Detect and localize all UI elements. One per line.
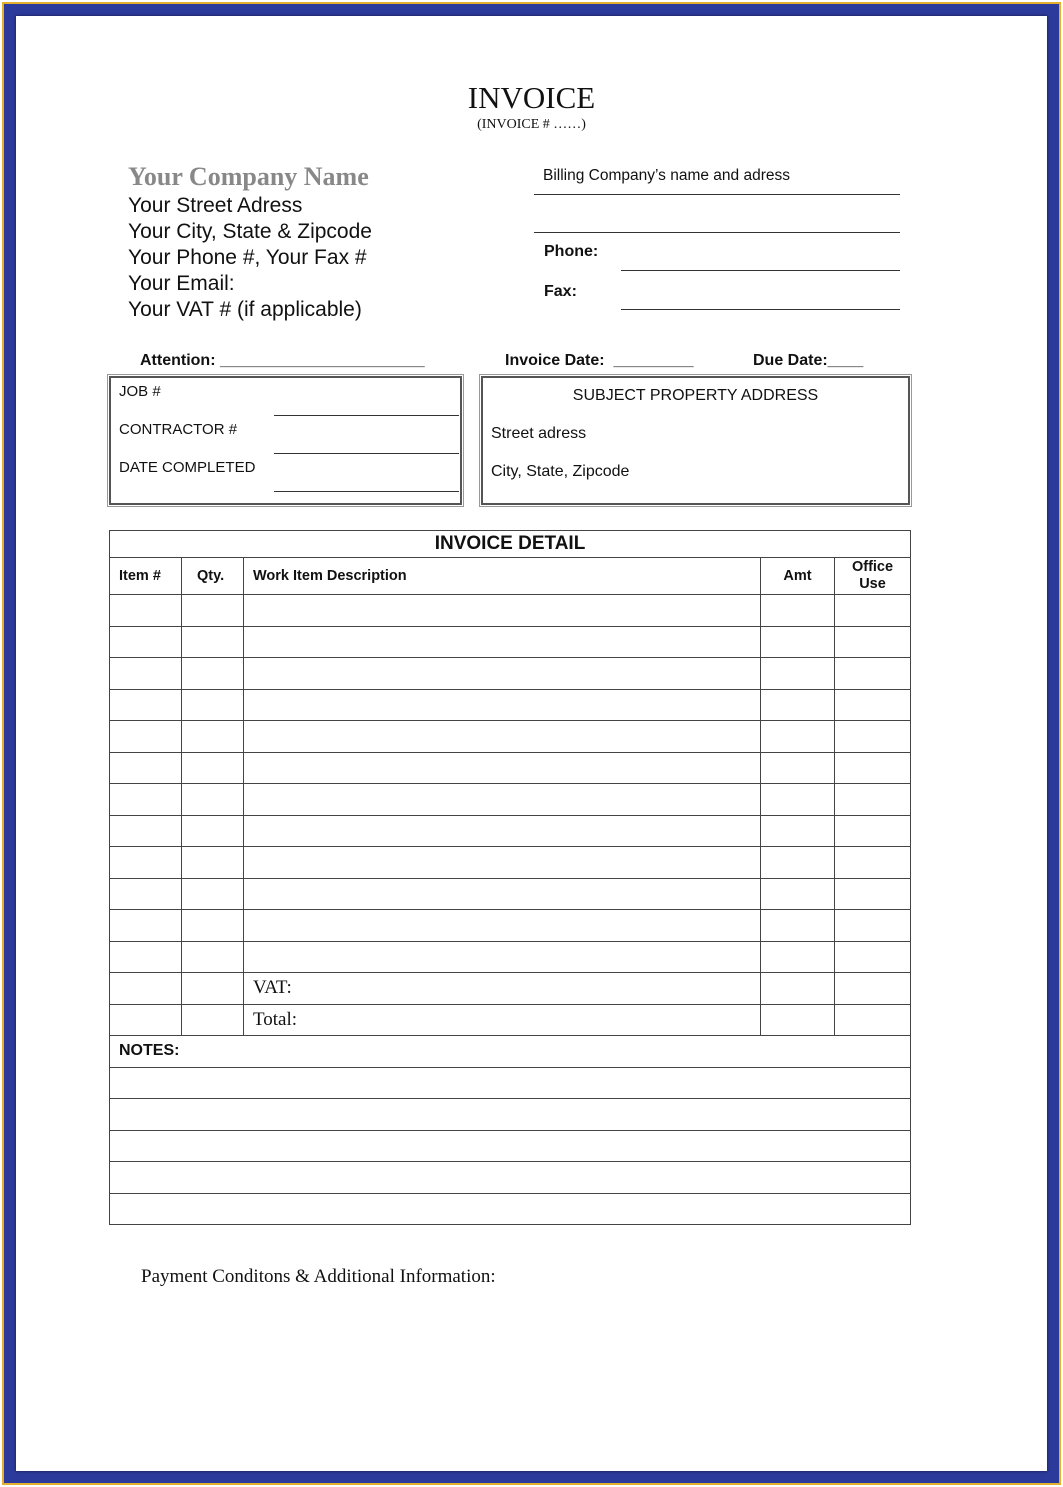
detail-header-row [110, 558, 911, 595]
invoice-date-field[interactable]: Invoice Date: _________ [505, 352, 694, 369]
notes-line[interactable] [110, 1130, 911, 1162]
company-city: Your City, State & Zipcode [128, 220, 372, 243]
job-label: JOB # [119, 383, 161, 400]
notes-header-row[interactable] [110, 1036, 911, 1068]
company-vat: Your VAT # (if applicable) [128, 298, 362, 321]
table-row[interactable] [110, 658, 911, 690]
phone-line[interactable] [621, 270, 900, 271]
total-row[interactable] [110, 1004, 911, 1036]
notes-line[interactable] [110, 1193, 911, 1225]
billing-company-label: Billing Company’s name and adress [543, 167, 790, 184]
attention-field[interactable]: Attention: _______________________ [140, 352, 425, 369]
total-label: Total: [244, 1004, 761, 1036]
contractor-line[interactable] [274, 453, 459, 454]
table-row[interactable] [110, 689, 911, 721]
invoice-detail-title: INVOICE DETAIL [110, 531, 911, 558]
company-email: Your Email: [128, 272, 235, 295]
col-item: Item # [110, 558, 182, 595]
company-name: Your Company Name [128, 162, 369, 191]
table-row[interactable] [110, 784, 911, 816]
table-row[interactable] [110, 815, 911, 847]
property-city[interactable]: City, State, Zipcode [491, 463, 630, 480]
property-box-title: SUBJECT PROPERTY ADDRESS [572, 387, 819, 404]
col-office-use [835, 558, 911, 595]
detail-title-row [110, 531, 911, 558]
fax-line[interactable] [621, 309, 900, 310]
notes-label: NOTES: [110, 1036, 911, 1068]
company-phone-fax: Your Phone #, Your Fax # [128, 246, 367, 269]
payment-conditions: Payment Conditons & Additional Information: [141, 1266, 496, 1287]
fax-label: Fax: [544, 283, 577, 300]
table-row[interactable] [110, 878, 911, 910]
col-amt: Amt [761, 558, 835, 595]
invoice-number: (INVOICE # ……) [477, 117, 586, 132]
property-street[interactable]: Street adress [491, 425, 587, 442]
billing-address-line[interactable] [534, 232, 900, 233]
table-row[interactable] [110, 847, 911, 879]
date-completed-line[interactable] [274, 491, 459, 492]
vat-row[interactable] [110, 973, 911, 1005]
notes-line[interactable] [110, 1067, 911, 1099]
col-description: Work Item Description [244, 558, 761, 595]
job-box [109, 376, 462, 505]
contractor-label: CONTRACTOR # [119, 421, 238, 438]
table-row[interactable] [110, 626, 911, 658]
job-line[interactable] [274, 415, 459, 416]
invoice-detail-table [109, 530, 911, 1225]
company-street: Your Street Adress [128, 194, 303, 217]
table-row[interactable] [110, 910, 911, 942]
due-date-field[interactable]: Due Date:____ [753, 352, 864, 369]
col-qty: Qty. [182, 558, 244, 595]
billing-name-line[interactable] [534, 194, 900, 195]
table-row[interactable] [110, 721, 911, 753]
col-office-use-label: Office Use [851, 559, 894, 592]
table-row[interactable] [110, 752, 911, 784]
vat-label: VAT: [244, 973, 761, 1005]
table-row[interactable] [110, 595, 911, 627]
notes-line[interactable] [110, 1099, 911, 1131]
notes-line[interactable] [110, 1162, 911, 1194]
date-completed-label: DATE COMPLETED [119, 459, 256, 476]
page-title: INVOICE [467, 80, 596, 115]
phone-label: Phone: [544, 243, 599, 260]
table-row[interactable] [110, 941, 911, 973]
